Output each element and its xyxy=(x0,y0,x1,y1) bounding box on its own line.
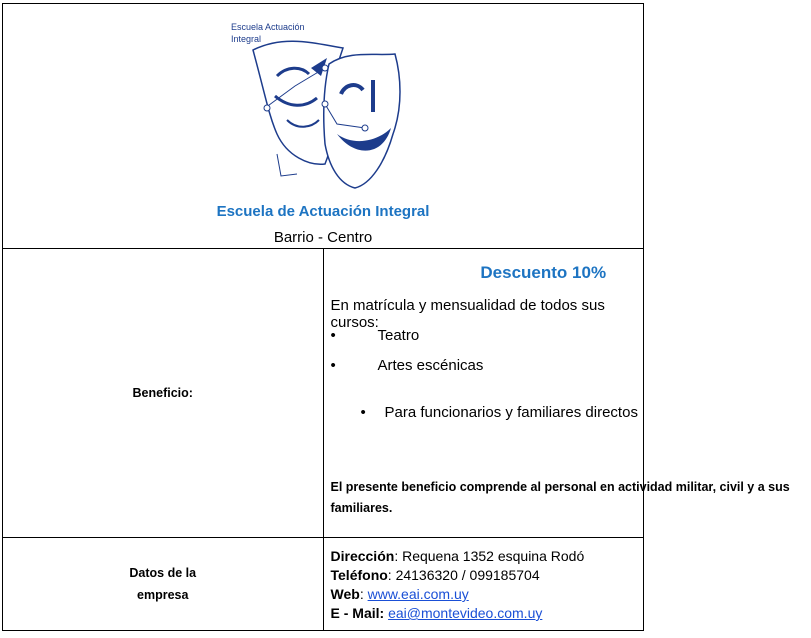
benefit-intro: En matrícula y mensualidad de todos sus cursos: xyxy=(330,297,605,331)
email-label: E - Mail: xyxy=(330,605,385,621)
company-label-line1: Datos de la xyxy=(129,566,197,580)
school-name: Escuela de Actuación Integral xyxy=(216,203,430,220)
address-value: : Requena 1352 esquina Rodó xyxy=(394,548,585,564)
phone-line xyxy=(331,566,585,585)
benefit-card xyxy=(2,3,790,631)
course-item: Teatro xyxy=(377,327,420,344)
bullet-icon: • xyxy=(330,357,336,374)
logo-text-line1: Escuela Actuación xyxy=(231,22,305,32)
benefit-label: Beneficio: xyxy=(3,249,324,538)
list-item xyxy=(331,357,484,374)
address-label: Dirección xyxy=(330,548,395,564)
bullet-icon: • xyxy=(330,327,336,344)
phone-value: : 24136320 / 099185704 xyxy=(387,567,540,583)
list-item xyxy=(361,404,638,421)
company-details-cell xyxy=(323,538,644,631)
company-label xyxy=(3,538,324,631)
theater-masks-logo xyxy=(225,16,415,198)
contact-block xyxy=(331,547,585,623)
list-item xyxy=(331,327,420,344)
web-line xyxy=(331,585,585,604)
branch-location: Barrio - Centro xyxy=(273,229,373,246)
web-label: Web xyxy=(330,586,360,602)
logo-text-line2: Integral xyxy=(231,34,262,44)
course-item: Artes escénicas xyxy=(377,357,484,374)
website-link[interactable]: www.eai.com.uy xyxy=(367,586,469,602)
discount-title: Descuento 10% xyxy=(480,263,607,282)
company-label-line2: empresa xyxy=(137,588,189,602)
audience-item: Para funcionarios y familiares directos xyxy=(384,404,638,421)
web-separator: : xyxy=(359,586,368,602)
email-link[interactable]: eai@montevideo.com.uy xyxy=(388,605,543,621)
phone-label: Teléfono xyxy=(330,567,388,583)
address-line xyxy=(331,547,585,566)
benefit-note: El presente beneficio comprende al personal en actividad militar, civil y a sus familiares. xyxy=(330,480,790,515)
header-cell xyxy=(3,4,644,249)
email-line xyxy=(331,604,585,623)
bullet-icon: • xyxy=(360,404,366,421)
benefit-details-cell xyxy=(323,249,790,538)
